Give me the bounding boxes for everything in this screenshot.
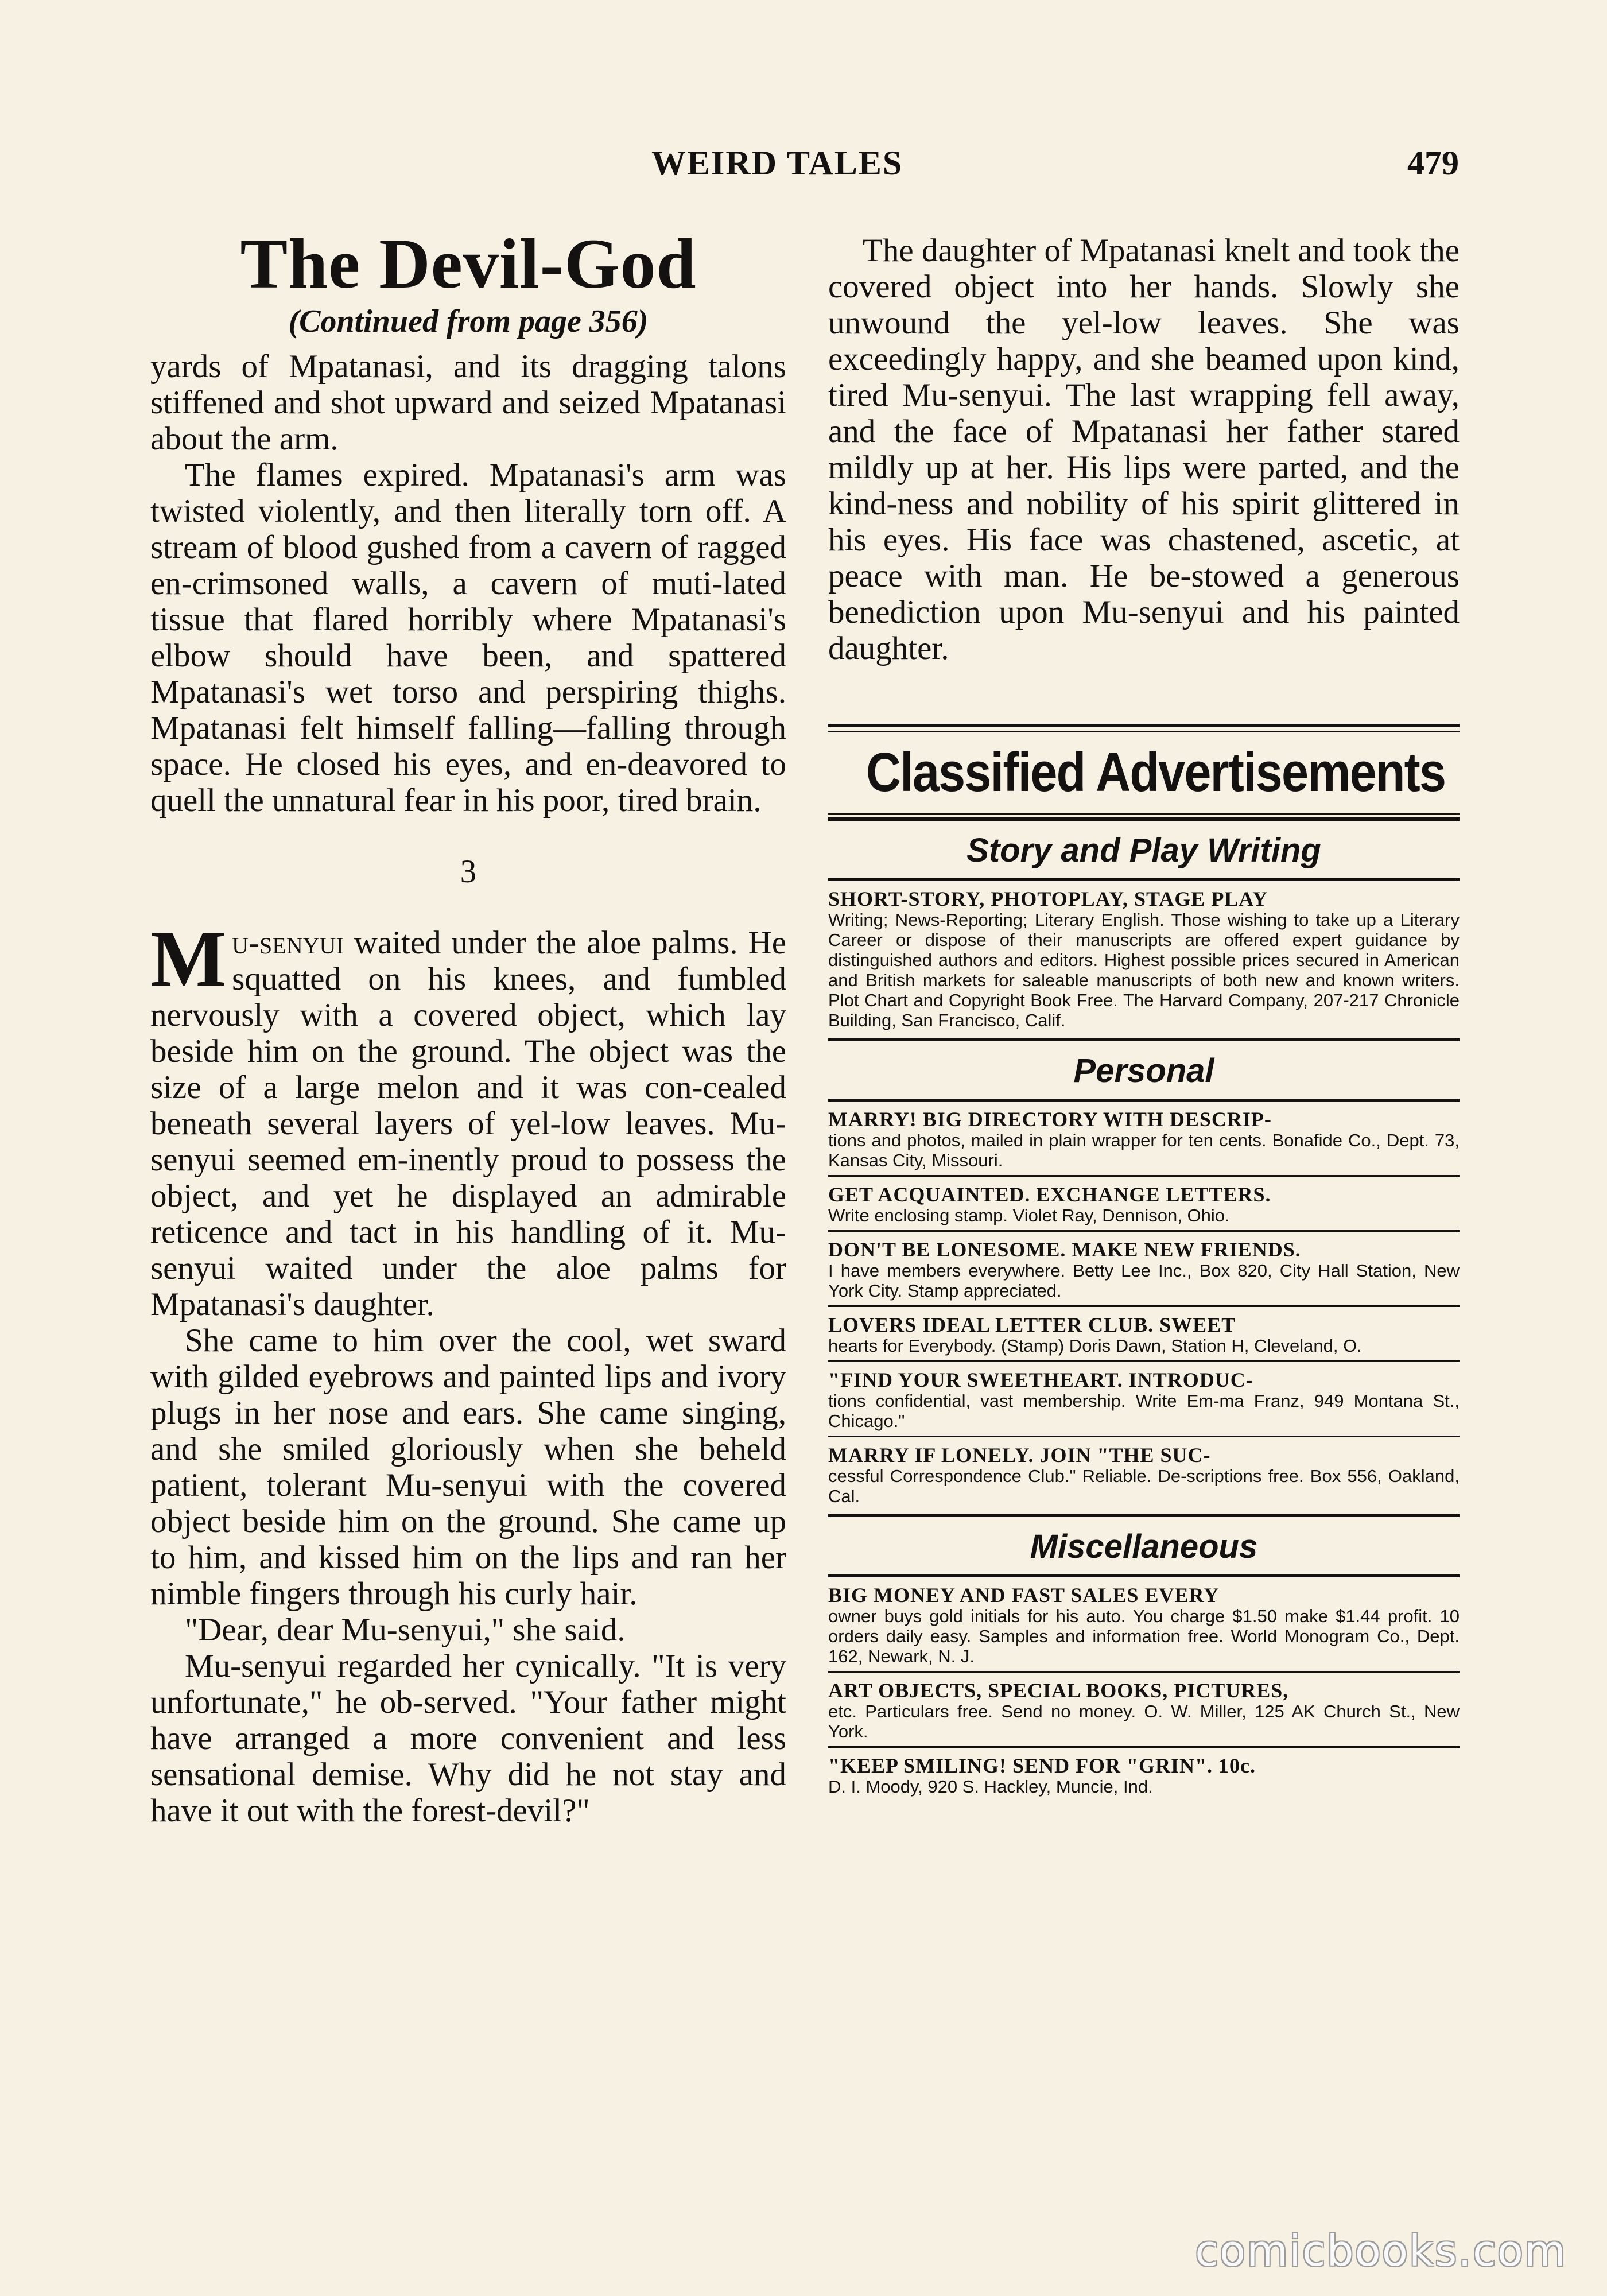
paragraph: Mu-senyui regarded her cynically. "It is very unfortunate," he ob-served. "Your father might have arranged a more convenient and less sensational demise. Why did he not stay and have it out with the forest-devil?": [150, 1648, 786, 1829]
ad-item: [828, 1102, 1460, 1175]
ad-item: [828, 1360, 1460, 1436]
ad-text: Writing; News-Reporting; Literary English. Those wishing to take up a Literary Career or dispose of their manuscripts are offered expert guidance by distinguished authors and editors. Highest possible prices secured in American and British markets for saleable manuscripts of both new and known writers. Plot Chart and Copyright Book Free. The Harvard Company, 207-217 Chronicle Building, San Francisco, Calif.: [828, 910, 1460, 1030]
divider: [828, 1514, 1460, 1517]
classified-section: [828, 724, 1460, 1801]
divider: [828, 724, 1460, 727]
ad-lead: BIG MONEY AND FAST SALES EVERY: [828, 1584, 1220, 1607]
ad-text: tions and photos, mailed in plain wrapper for ten cents. Bonafide Co., Dept. 73, Kansas City, Missouri.: [828, 1130, 1460, 1170]
ad-lead: MARRY! BIG DIRECTORY WITH DESCRIP-: [828, 1108, 1272, 1131]
ad-text: Write enclosing stamp. Violet Ray, Dennison, Ohio.: [828, 1205, 1230, 1225]
category-heading: Personal: [1073, 1052, 1214, 1089]
ad-text: D. I. Moody, 920 S. Hackley, Muncie, Ind.: [828, 1777, 1153, 1797]
ad-lead: LOVERS IDEAL LETTER CLUB. SWEET: [828, 1313, 1236, 1336]
page-number: 479: [1407, 144, 1459, 182]
ad-lead: "FIND YOUR SWEETHEART. INTRODUC-: [828, 1368, 1253, 1391]
left-column: [150, 224, 786, 1829]
drop-cap: M: [150, 914, 227, 1003]
ad-item: [828, 881, 1460, 1035]
paragraph: The daughter of Mpatanasi knelt and took the covered object into her hands. Slowly she unwound the yel-low leaves. She was exceedingly happy, and she beamed upon kind, tired Mu-senyui. The last wrapping fell away, and the face of Mpatanasi her father stared mildly up at her. His lips were parted, and the kind-ness and nobility of his spirit glittered in his eyes. His face was chastened, ascetic, at peace with man. He be-stowed a generous benediction upon Mu-senyui and his painted daughter.: [828, 232, 1460, 666]
paragraph: yards of Mpatanasi, and its dragging talons stiffened and shot upward and seized Mpatanasi about the arm.: [150, 348, 786, 457]
right-column: [828, 232, 1460, 1801]
section-first-paragraph: [150, 914, 786, 1322]
ad-lead: "KEEP SMILING! SEND FOR "GRIN". 10c.: [828, 1754, 1256, 1777]
paragraph: The flames expired. Mpatanasi's arm was twisted violently, and then literally torn off. A stream of blood gushed from a cavern of ragged en-crimsoned walls, a cavern of muti-lated tissue that flared horribly where Mpatanasi's elbow should have been, and spattered Mpatanasi's wet torso and perspiring thighs. Mpatanasi felt himself falling—falling through space. He closed his eyes, and en-deavored to quell the unnatural fear in his poor, tired brain.: [150, 457, 786, 819]
divider: [828, 817, 1460, 821]
running-title: WEIRD TALES: [651, 144, 903, 182]
divider: [828, 731, 1460, 732]
story-title: The Devil-God: [240, 224, 697, 303]
ad-text: etc. Particulars free. Send no money. O. W. Miller, 125 AK Church St., New York.: [828, 1701, 1460, 1742]
ad-text: hearts for Everybody. (Stamp) Doris Dawn, Station H, Cleveland, O.: [828, 1336, 1362, 1356]
ad-item: [828, 1305, 1460, 1360]
paragraph-rest: waited under the aloe palms. He squatted on his knees, and fumbled nervously with a covered object, which lay beside him on the ground. The object was the size of a large melon and it was con-cealed beneath several layers of yel-low leaves. Mu-senyui seemed em-inently proud to possess the object, and yet he displayed an admirable reticence and tact in his handling of it. Mu-senyui waited under the aloe palms for Mpatanasi's daughter.: [150, 925, 786, 1322]
ad-lead: SHORT-STORY, PHOTOPLAY, STAGE PLAY: [828, 887, 1268, 910]
paragraph: "Dear, dear Mu-senyui," she said.: [185, 1612, 626, 1648]
ad-item: [828, 1746, 1460, 1801]
watermark-logo: comicbooks.com: [1195, 2227, 1567, 2276]
smallcaps-lead: u-senyui: [232, 925, 344, 961]
category-heading: Story and Play Writing: [966, 832, 1321, 869]
ad-item: [828, 1175, 1460, 1230]
ad-item: [828, 1436, 1460, 1511]
ad-item: [828, 1230, 1460, 1305]
ad-lead: GET ACQUAINTED. EXCHANGE LETTERS.: [828, 1183, 1271, 1206]
ad-text: I have members everywhere. Betty Lee Inc., Box 820, City Hall Station, New York City. Stamp appreciated.: [828, 1261, 1460, 1301]
ad-item: [828, 1577, 1460, 1671]
ad-lead: ART OBJECTS, SPECIAL BOOKS, PICTURES,: [828, 1679, 1289, 1702]
ad-item: [828, 1671, 1460, 1746]
classified-title: Classified Advertisements: [866, 742, 1446, 803]
ad-lead: MARRY IF LONELY. JOIN "THE SUC-: [828, 1444, 1211, 1467]
divider: [828, 1038, 1460, 1041]
category-heading: Miscellaneous: [1030, 1528, 1258, 1565]
running-header: [0, 144, 1607, 189]
divider: [828, 813, 1460, 815]
paragraph: She came to him over the cool, wet sward with gilded eyebrows and painted lips and ivory plugs in her nose and ears. She came singing, and she smiled gloriously when she beheld patient, tolerant Mu-senyui with the covered object beside him on the ground. She came up to him, and kissed him on the lips and ran her nimble fingers through his curly hair.: [150, 1322, 786, 1612]
section-number: 3: [460, 854, 477, 890]
ad-lead: DON'T BE LONESOME. MAKE NEW FRIENDS.: [828, 1238, 1301, 1261]
ad-text: tions confidential, vast membership. Write Em-ma Franz, 949 Montana St., Chicago.": [828, 1391, 1460, 1431]
ad-text: cessful Correspondence Club." Reliable. De-scriptions free. Box 556, Oakland, Cal.: [828, 1466, 1460, 1506]
continued-note: (Continued from page 356): [288, 304, 649, 339]
ad-text: owner buys gold initials for his auto. You charge $1.50 make $1.44 profit. 10 orders daily easy. Samples and information free. World Monogram Co., Dept. 162, Newark, N. J.: [828, 1606, 1460, 1666]
